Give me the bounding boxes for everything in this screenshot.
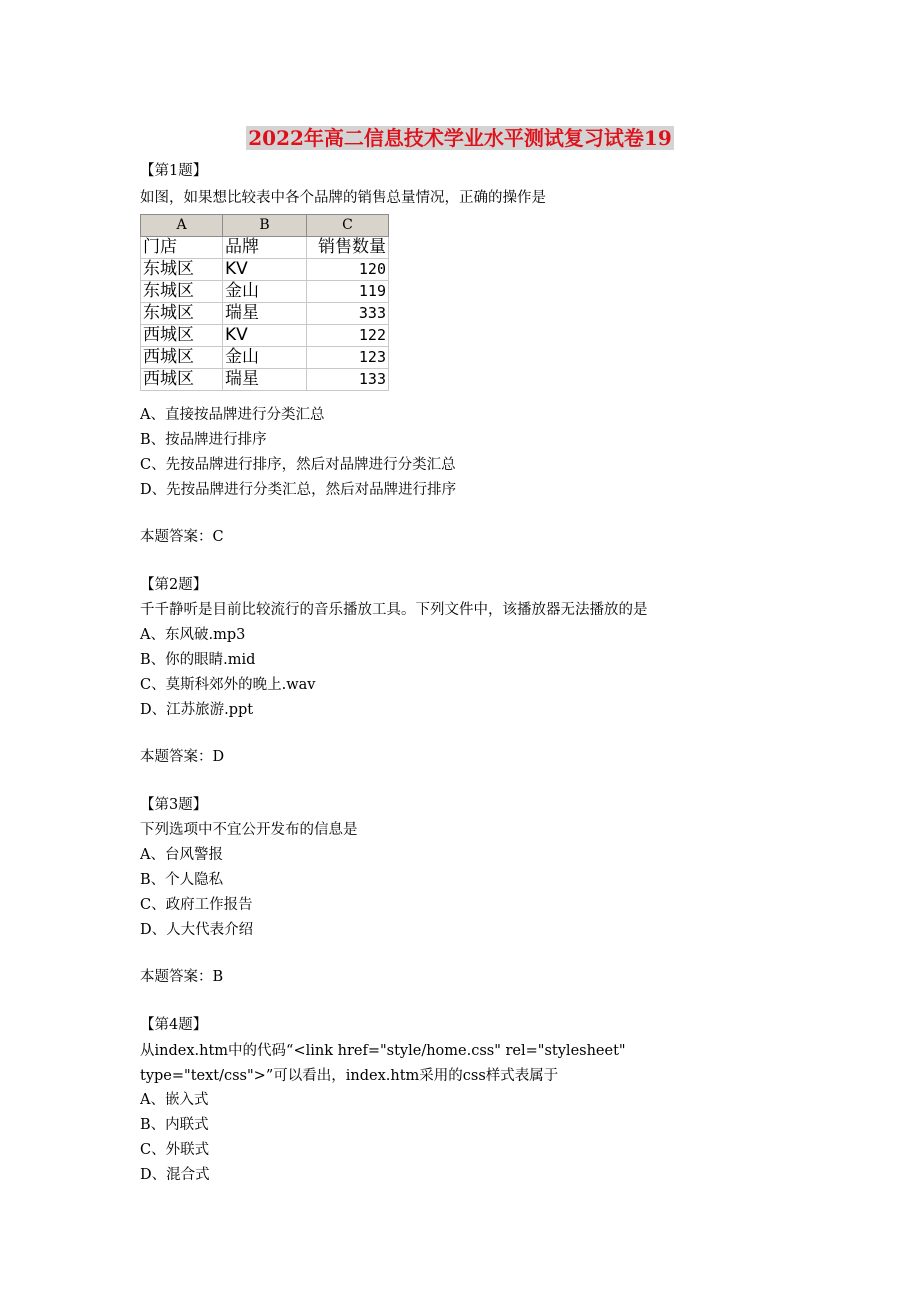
question-2-option-c: C、莫斯科郊外的晚上.wav: [140, 677, 316, 693]
sheet-cell: 122: [307, 325, 389, 347]
spreadsheet-figure: [140, 214, 389, 391]
sheet-cell: 门店: [141, 237, 223, 259]
sheet-cell: 西城区: [141, 325, 223, 347]
question-4-label: 【第4题】: [140, 1017, 208, 1033]
sheet-row: [141, 281, 389, 303]
sheet-cell: 品牌: [223, 237, 307, 259]
question-2-stem: 千千静听是目前比较流行的音乐播放工具。下列文件中，该播放器无法播放的是: [140, 602, 648, 618]
sheet-row: [141, 369, 389, 391]
sheet-cell: 金山: [223, 281, 307, 303]
document-title: [0, 124, 920, 152]
sheet-cell: 133: [307, 369, 389, 391]
sheet-column-header: B: [223, 215, 307, 237]
sheet-header-row: [141, 237, 389, 259]
sheet-cell: 119: [307, 281, 389, 303]
question-2-option-a: A、东风破.mp3: [140, 627, 246, 643]
question-1-option-a: A、直接按品牌进行分类汇总: [140, 407, 325, 423]
sheet-cell: 瑞星: [223, 369, 307, 391]
question-3-stem: 下列选项中不宜公开发布的信息是: [140, 822, 358, 838]
question-1-option-d: D、先按品牌进行分类汇总，然后对品牌进行排序: [140, 482, 457, 498]
document-title-text: 2022年高二信息技术学业水平测试复习试卷19: [248, 126, 672, 150]
sheet-cell: 333: [307, 303, 389, 325]
question-3-answer: 本题答案：B: [140, 969, 224, 985]
question-4-option-b: B、内联式: [140, 1117, 209, 1133]
sheet-cell: KV: [223, 325, 307, 347]
sheet-cell: 金山: [223, 347, 307, 369]
question-4-stem-line-1: 从index.htm中的代码“<link href="style/home.css" rel="stylesheet": [140, 1043, 626, 1059]
sheet-cell: 瑞星: [223, 303, 307, 325]
question-4-option-a: A、嵌入式: [140, 1092, 209, 1108]
sheet-cell: 销售数量: [307, 237, 389, 259]
question-3-option-c: C、政府工作报告: [140, 897, 253, 913]
sheet-column-header: A: [141, 215, 223, 237]
question-1-option-c: C、先按品牌进行排序，然后对品牌进行分类汇总: [140, 457, 456, 473]
question-2-option-d: D、江苏旅游.ppt: [140, 702, 254, 718]
sheet-row: [141, 347, 389, 369]
sheet-column-header-row: [141, 215, 389, 237]
sheet-cell: 东城区: [141, 303, 223, 325]
sheet-cell: 东城区: [141, 281, 223, 303]
question-1-label: 【第1题】: [140, 163, 208, 179]
question-3-option-d: D、人大代表介绍: [140, 922, 254, 938]
sheet-cell: 西城区: [141, 369, 223, 391]
question-1-answer: 本题答案：C: [140, 529, 224, 545]
question-1-stem: 如图，如果想比较表中各个品牌的销售总量情况，正确的操作是: [140, 190, 546, 206]
sheet-cell: 120: [307, 259, 389, 281]
sheet-cell: 东城区: [141, 259, 223, 281]
question-4-option-d: D、混合式: [140, 1167, 210, 1183]
sheet-cell: 123: [307, 347, 389, 369]
sheet-row: [141, 259, 389, 281]
sheet-row: [141, 325, 389, 347]
question-2-label: 【第2题】: [140, 577, 208, 593]
question-2-option-b: B、你的眼睛.mid: [140, 652, 256, 668]
sheet-cell: KV: [223, 259, 307, 281]
question-3-label: 【第3题】: [140, 797, 208, 813]
question-3-option-b: B、个人隐私: [140, 872, 224, 888]
question-3-option-a: A、台风警报: [140, 847, 223, 863]
question-4-option-c: C、外联式: [140, 1142, 210, 1158]
question-1-option-b: B、按品牌进行排序: [140, 432, 267, 448]
sheet-cell: 西城区: [141, 347, 223, 369]
question-2-answer: 本题答案：D: [140, 749, 225, 765]
question-4-stem-line-2: type="text/css">”可以看出，index.htm采用的css样式表属于: [140, 1068, 559, 1084]
sheet-row: [141, 303, 389, 325]
sheet-column-header: C: [307, 215, 389, 237]
